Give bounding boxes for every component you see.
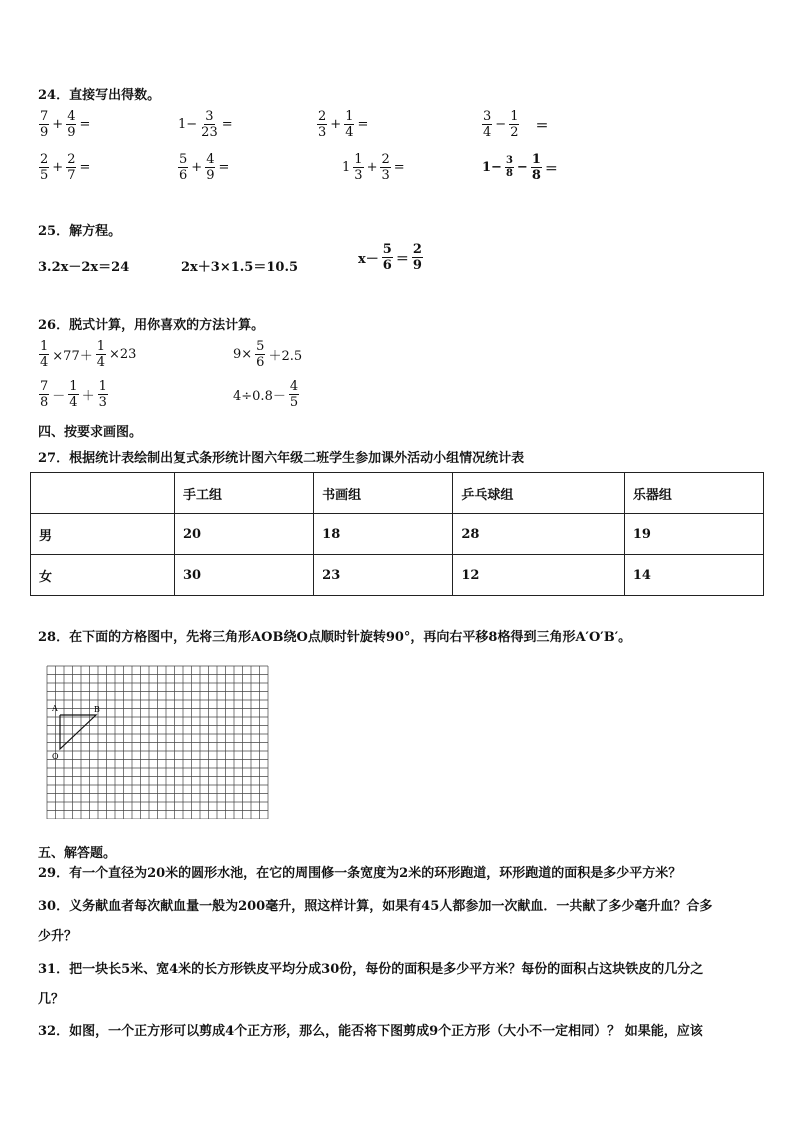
q27-title: 27．根据统计表绘制出复式条形统计图六年级二班学生参加课外活动小组情况统计表 (38, 451, 525, 466)
q24-expr-2 (177, 110, 234, 139)
numerator: 1 (40, 339, 49, 354)
denominator: 5 (40, 168, 49, 183)
q24-expr-7 (341, 153, 406, 182)
numerator: 2 (67, 152, 76, 167)
numerator: 2 (381, 152, 390, 167)
denominator: 8 (531, 168, 541, 183)
point-a-label: A (52, 704, 58, 713)
operator: + (52, 160, 64, 175)
equals: ＝ (395, 252, 409, 267)
numerator: 3 (483, 109, 492, 124)
numerator: 1 (510, 109, 519, 124)
q26-expr-1 (38, 340, 137, 369)
numerator: 4 (206, 152, 215, 167)
table-cell: 19 (624, 514, 763, 555)
denominator: 4 (69, 395, 78, 410)
q26-expr-4 (232, 380, 300, 409)
denominator: 9 (67, 125, 76, 140)
numerator: 1 (96, 339, 105, 354)
operator: ×77＋ (52, 349, 93, 364)
denominator: 7 (67, 168, 76, 183)
denominator: 9 (206, 168, 215, 183)
numerator: 5 (179, 152, 188, 167)
numerator: 1 (69, 379, 78, 394)
q29-text: 29．有一个直径为20米的圆形水池，在它的周围修一条宽度为2米的环形跑道，环形跑道的面积是多少平方米？ (38, 866, 682, 881)
table-header-cell: 乒乓球组 (453, 473, 624, 514)
table-row (31, 555, 764, 596)
grid-lines (47, 666, 268, 819)
expr-lead: 4÷0.8－ (233, 389, 286, 404)
q28-title: 28．在下面的方格图中，先将三角形AOB绕O点顺时针旋转90°，再向右平移8格得到三角形A′O′B′。 (38, 630, 632, 645)
numerator: 1 (354, 152, 363, 167)
point-b-label: B (94, 705, 100, 714)
stats-table (30, 472, 764, 596)
numerator: 7 (40, 109, 49, 124)
equals: ＝ (535, 119, 549, 134)
q24-expr-3 (316, 110, 369, 139)
denominator: 8 (505, 168, 513, 179)
q25-equation-1: 3.2x－2x＝24 (38, 260, 130, 275)
expr-tail: ＋2.5 (268, 349, 303, 364)
q32-text: 32．如图，一个正方形可以剪成4个正方形，那么，能否将下图剪成9个正方形（大小不一定相同）？ 如果能，应该 (38, 1024, 703, 1039)
q30-line-1: 30．义务献血者每次献血量一般为200毫升，照这样计算，如果有45人都参加一次献血．一共献了多少毫升血？合多 (38, 899, 713, 914)
q26-expr-2 (232, 340, 303, 369)
q24-expr-4 (481, 110, 549, 139)
table-header-cell: 乐器组 (624, 473, 763, 514)
operator: ＋ (81, 389, 95, 404)
whole-part: 1− (178, 117, 198, 132)
numerator: 1 (345, 109, 354, 124)
numerator: 2 (412, 242, 422, 257)
operator: + (366, 160, 378, 175)
equals: = (79, 160, 91, 175)
numerator: 7 (40, 379, 49, 394)
point-o-label: O (52, 752, 59, 761)
equals: = (218, 160, 230, 175)
q25-equation-3 (357, 243, 424, 272)
denominator: 9 (412, 258, 422, 273)
table-cell: 12 (453, 555, 624, 596)
denominator: 4 (40, 355, 49, 370)
numerator: 1 (98, 379, 107, 394)
denominator: 4 (96, 355, 105, 370)
numerator: 2 (318, 109, 327, 124)
equals: = (79, 117, 91, 132)
equals: ＝ (544, 162, 558, 177)
q25-title: 25．解方程。 (38, 224, 122, 239)
operator: + (52, 117, 64, 132)
denominator: 5 (289, 395, 299, 410)
numerator: 5 (256, 339, 265, 354)
whole-part: 1 (342, 160, 351, 175)
section-5-heading: 五、解答题。 (38, 846, 117, 861)
table-cell: 23 (314, 555, 453, 596)
table-cell: 女 (31, 555, 175, 596)
numerator: 2 (40, 152, 49, 167)
denominator: 3 (381, 168, 390, 183)
denominator: 6 (382, 258, 392, 273)
whole-part: 1− (482, 160, 502, 175)
numerator: 1 (531, 152, 541, 167)
table-cell: 20 (175, 514, 314, 555)
q24-expr-8 (481, 153, 559, 182)
denominator: 6 (179, 168, 188, 183)
table-header-row (31, 473, 764, 514)
q24-expr-5 (38, 153, 91, 182)
denominator: 2 (510, 125, 519, 140)
q31-line-2: 几？ (38, 992, 65, 1007)
operator: − (495, 117, 507, 132)
denominator: 4 (345, 125, 354, 140)
denominator: 23 (201, 125, 218, 140)
numerator: 5 (382, 242, 392, 257)
table-cell: 30 (175, 555, 314, 596)
q26-expr-3 (38, 380, 109, 409)
numerator: 3 (205, 109, 214, 124)
numerator: 3 (505, 155, 513, 166)
denominator: 3 (354, 168, 363, 183)
operator: + (191, 160, 203, 175)
table-cell: 男 (31, 514, 175, 555)
equals: = (357, 117, 369, 132)
table-cell: 18 (314, 514, 453, 555)
equals: = (393, 160, 405, 175)
numerator: 4 (67, 109, 76, 124)
operator: － (52, 389, 66, 404)
numerator: 4 (289, 379, 299, 394)
q24-expr-6 (177, 153, 230, 182)
operator: + (330, 117, 342, 132)
q31-line-1: 31．把一块长5米、宽4米的长方形铁皮平均分成30份，每份的面积是多少平方米？每份的面积占这块铁皮的几分之 (38, 962, 704, 977)
section-4-heading: 四、按要求画图。 (38, 425, 143, 440)
q24-expr-1 (38, 110, 91, 139)
q26-title: 26．脱式计算，用你喜欢的方法计算。 (38, 318, 265, 333)
operator: ×23 (109, 347, 137, 362)
denominator: 3 (318, 125, 327, 140)
table-header-cell (31, 473, 175, 514)
table-header-cell: 书画组 (314, 473, 453, 514)
triangle-aob (60, 715, 96, 749)
equals: = (221, 117, 233, 132)
table-cell: 28 (453, 514, 624, 555)
table-header-cell: 手工组 (175, 473, 314, 514)
grid-figure (46, 665, 272, 819)
denominator: 8 (40, 395, 49, 410)
q30-line-2: 少升？ (38, 929, 78, 944)
denominator: 4 (483, 125, 492, 140)
equation-lead: x－ (358, 252, 379, 267)
q25-equation-2: 2x＋3×1.5＝10.5 (181, 260, 299, 275)
table-row (31, 514, 764, 555)
q24-title: 24．直接写出得数。 (38, 88, 161, 103)
operator: − (516, 160, 528, 175)
denominator: 6 (256, 355, 265, 370)
denominator: 3 (98, 395, 107, 410)
denominator: 9 (40, 125, 49, 140)
table-cell: 14 (624, 555, 763, 596)
expr-lead: 9× (233, 347, 253, 362)
